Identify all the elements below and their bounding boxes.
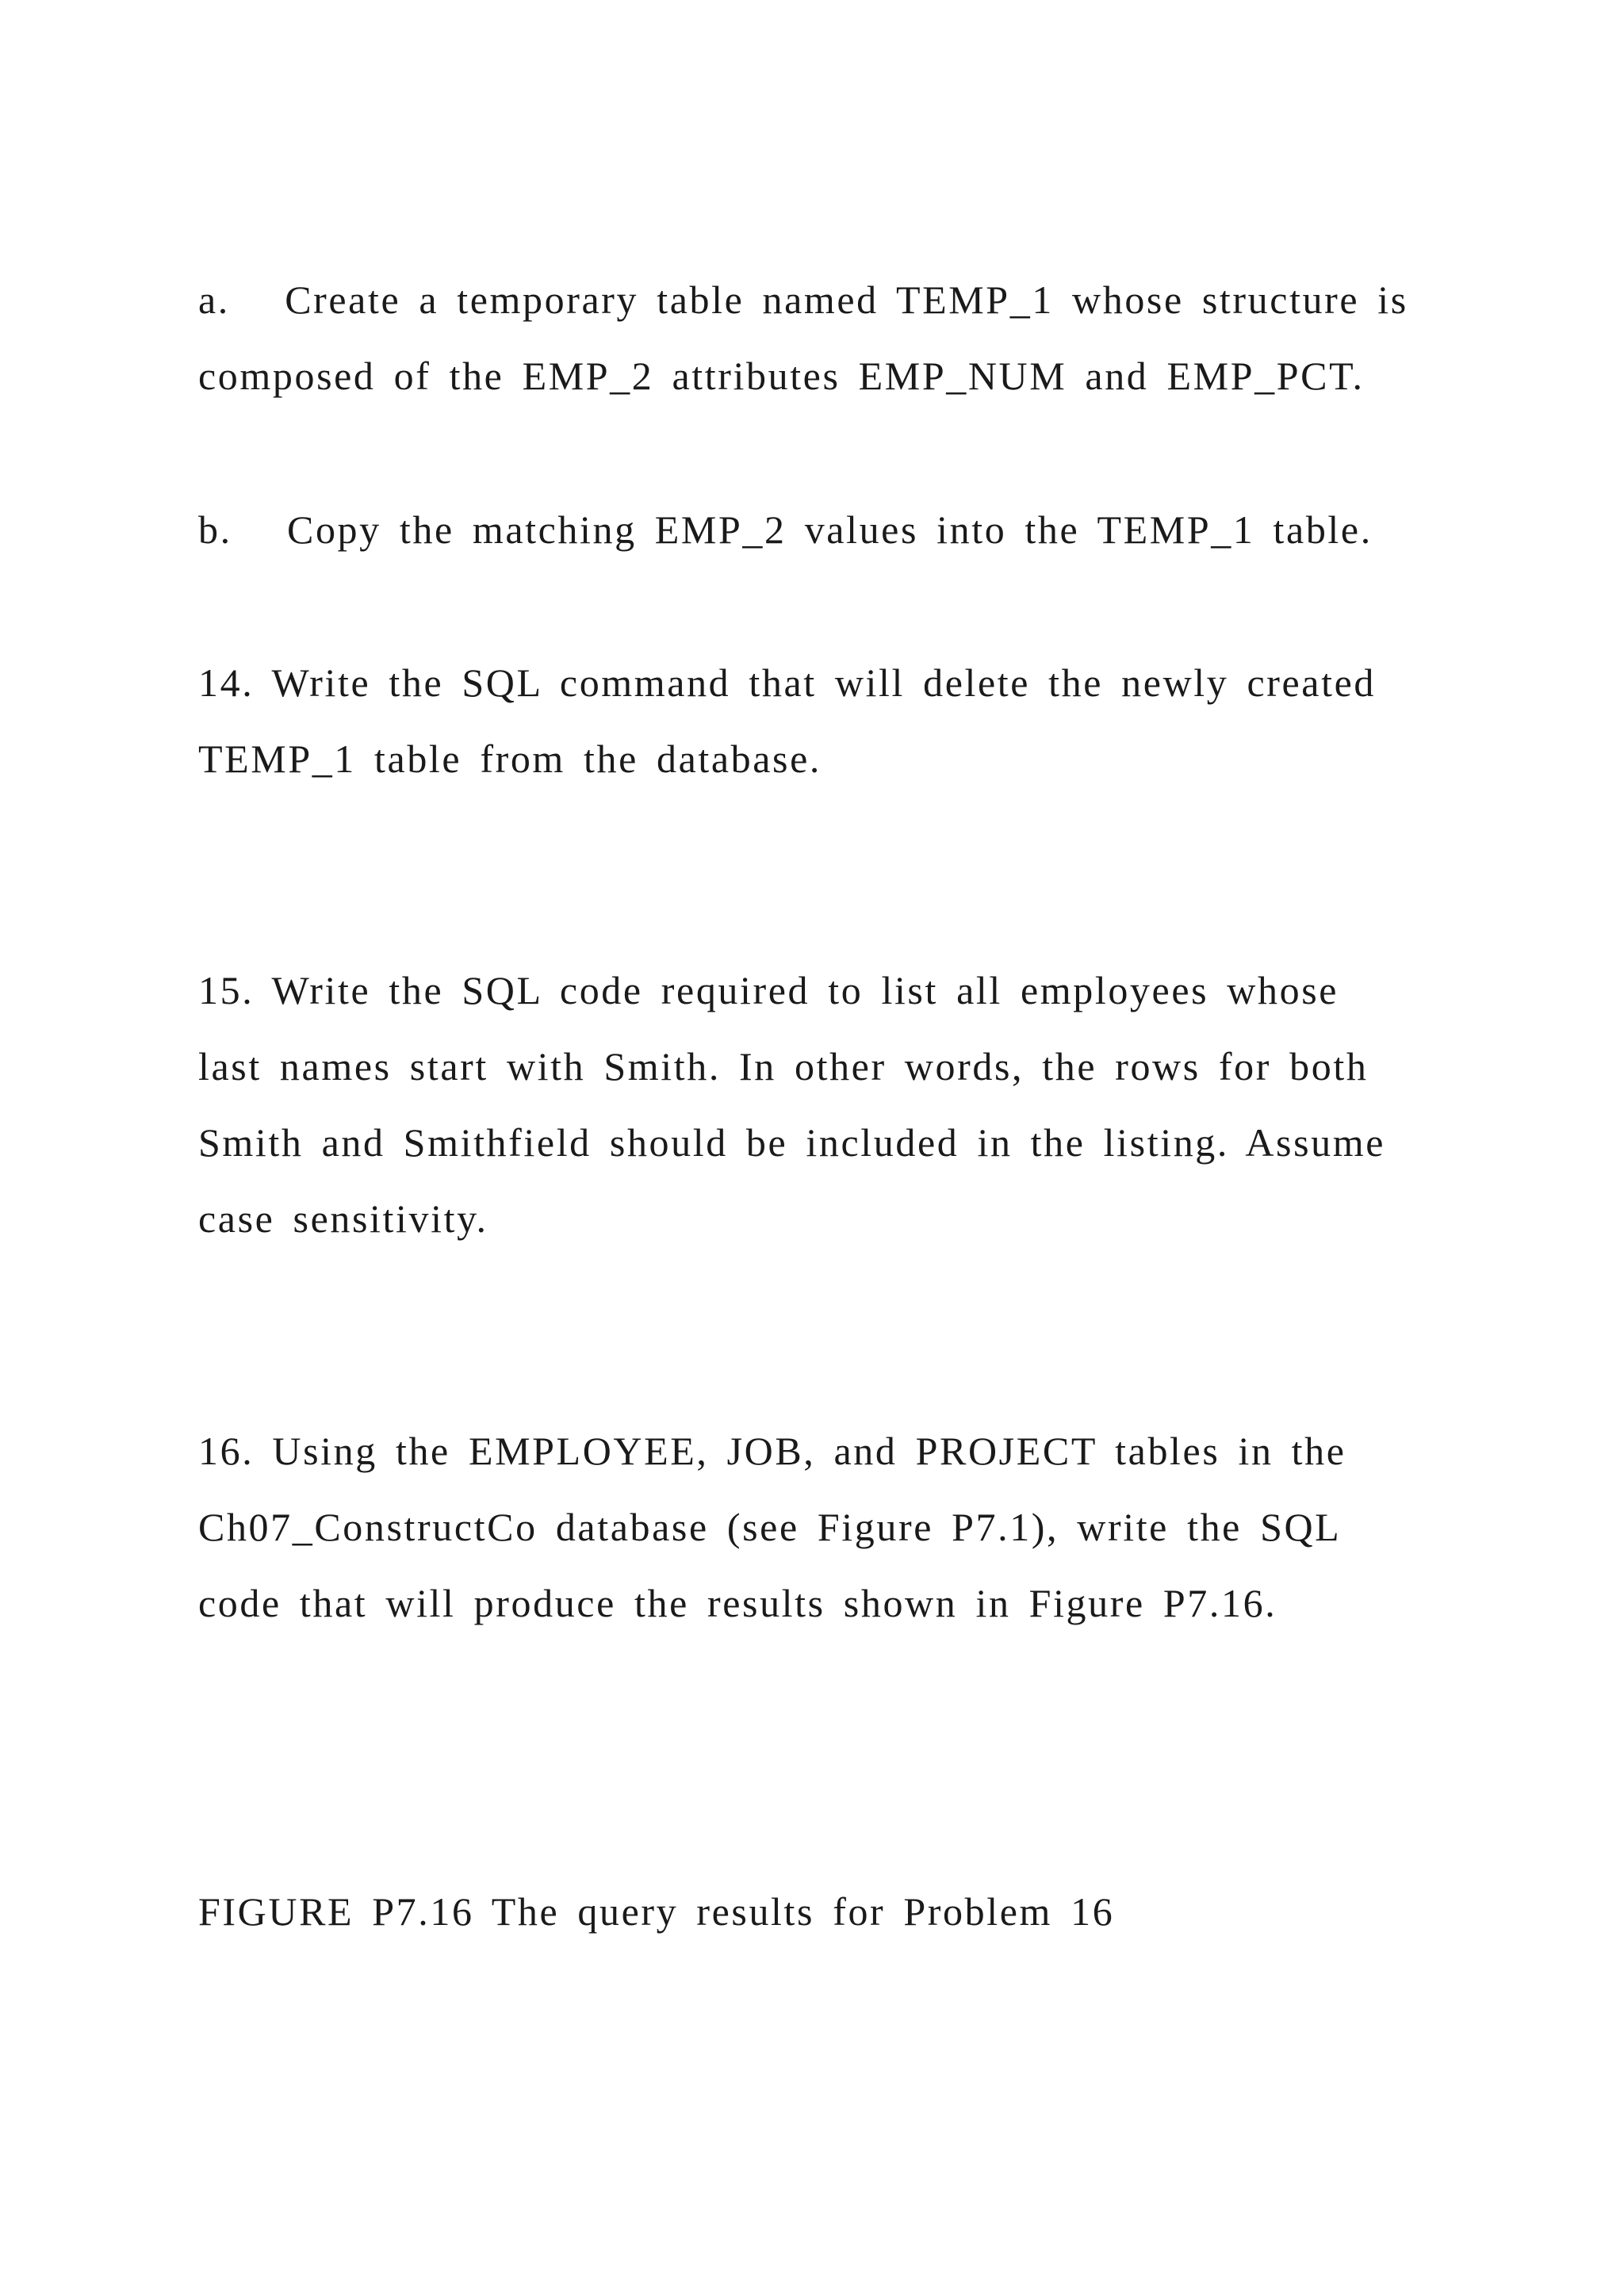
question-15-line: last names start with Smith. In other words, the rows for both <box>198 1044 1369 1089</box>
question-15-line: Smith and Smithfield should be included in the listing. Assume <box>198 1120 1386 1165</box>
question-16-line: Ch07_ConstructCo database (see Figure P7.1), write the SQL <box>198 1505 1342 1549</box>
question-16-line: 16. Using the EMPLOYEE, JOB, and PROJECT tables in the <box>198 1429 1346 1473</box>
question-15-line: case sensitivity. <box>198 1196 488 1241</box>
item-a-paragraph <box>198 262 1435 414</box>
question-14-paragraph <box>198 645 1435 797</box>
item-b-line: b. Copy the matching EMP_2 values into the TEMP_1 table. <box>198 507 1373 552</box>
item-a-line: a. Create a temporary table named TEMP_1 whose structure is <box>198 277 1408 322</box>
item-a-line: composed of the EMP_2 attributes EMP_NUM and EMP_PCT. <box>198 354 1365 398</box>
figure-caption-text: FIGURE P7.16 The query results for Problem 16 <box>198 1889 1115 1934</box>
question-16-paragraph <box>198 1413 1435 1641</box>
question-14-line: TEMP_1 table from the database. <box>198 737 822 781</box>
question-15-paragraph <box>198 952 1435 1257</box>
item-b-paragraph <box>198 492 1435 568</box>
figure-caption <box>198 1873 1435 1950</box>
question-16-line: code that will produce the results shown in Figure P7.16. <box>198 1581 1277 1625</box>
question-15-line: 15. Write the SQL code required to list all employees whose <box>198 968 1339 1012</box>
question-14-line: 14. Write the SQL command that will delete the newly created <box>198 660 1376 705</box>
